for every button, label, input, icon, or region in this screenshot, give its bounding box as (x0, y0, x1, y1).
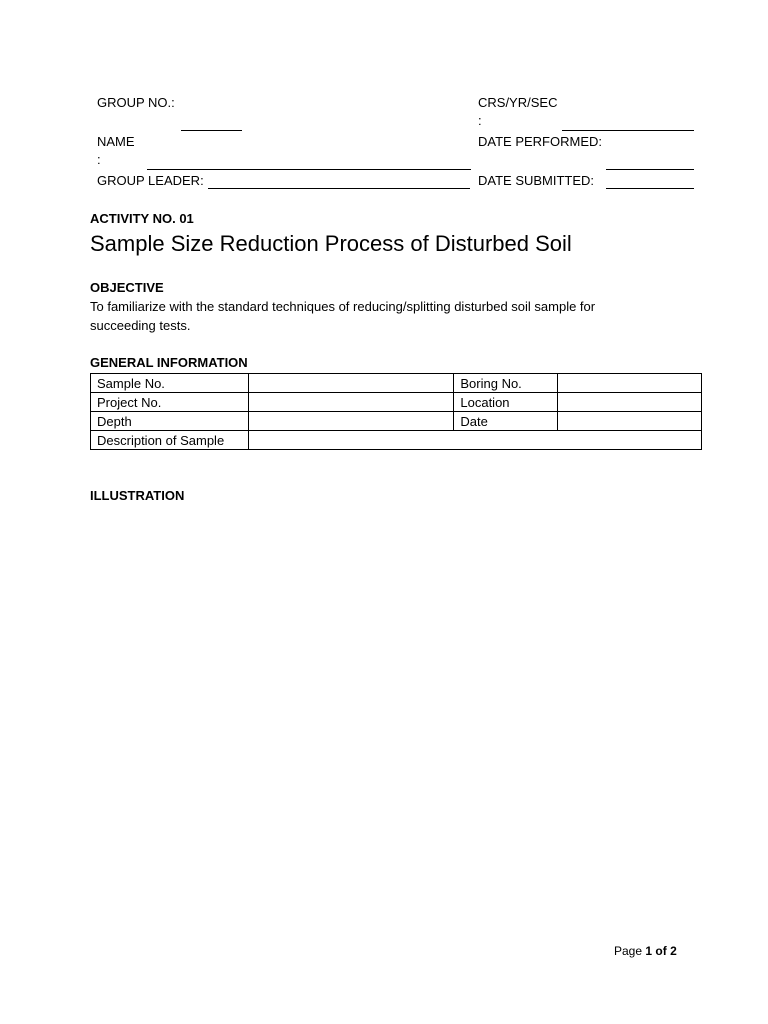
group-leader-field[interactable] (208, 188, 470, 189)
group-no-field[interactable] (181, 130, 242, 131)
crs-yr-sec-label: CRS/YR/SEC (478, 95, 558, 110)
table-row (91, 374, 702, 393)
description-label: Description of Sample (91, 431, 249, 450)
name-field[interactable] (147, 169, 471, 170)
table-row (91, 393, 702, 412)
objective-text-line1: To familiarize with the standard techniques of reducing/splitting disturbed soil sample for (90, 299, 596, 314)
activity-title: Sample Size Reduction Process of Disturbed Soil (90, 231, 572, 256)
date-submitted-label: DATE SUBMITTED: (478, 173, 595, 188)
page-total: 2 (670, 944, 677, 958)
date-submitted-field[interactable] (606, 188, 694, 189)
general-info-heading: GENERAL INFORMATION (90, 355, 248, 370)
name-colon: : (97, 152, 101, 167)
table-row (91, 431, 702, 450)
page-number (614, 944, 677, 958)
date-performed-label: DATE PERFORMED: (478, 134, 602, 149)
page-current: 1 (645, 944, 653, 958)
date-performed-field[interactable] (606, 169, 694, 170)
boring-no-label: Boring No. (454, 374, 558, 393)
location-label: Location (454, 393, 558, 412)
sample-no-field[interactable] (248, 374, 454, 393)
table-row (91, 412, 702, 431)
page-of: of (655, 944, 667, 958)
depth-label: Depth (91, 412, 249, 431)
boring-no-field[interactable] (558, 374, 702, 393)
location-field[interactable] (558, 393, 702, 412)
project-no-label: Project No. (91, 393, 249, 412)
name-label: NAME (97, 134, 135, 149)
page-word: Page (614, 944, 643, 958)
objective-heading: OBJECTIVE (90, 280, 164, 295)
description-field[interactable] (248, 431, 701, 450)
project-no-field[interactable] (248, 393, 454, 412)
group-leader-label: GROUP LEADER: (97, 173, 204, 188)
objective-text-line2: succeeding tests. (90, 318, 191, 333)
crs-yr-sec-field[interactable] (562, 130, 694, 131)
depth-field[interactable] (248, 412, 454, 431)
sample-no-label: Sample No. (91, 374, 249, 393)
general-info-table (90, 373, 702, 450)
date-field[interactable] (558, 412, 702, 431)
group-no-label: GROUP NO.: (97, 95, 175, 110)
illustration-heading: ILLUSTRATION (90, 488, 185, 503)
date-label: Date (454, 412, 558, 431)
crs-yr-sec-colon: : (478, 113, 482, 128)
activity-number: ACTIVITY NO. 01 (90, 211, 194, 226)
